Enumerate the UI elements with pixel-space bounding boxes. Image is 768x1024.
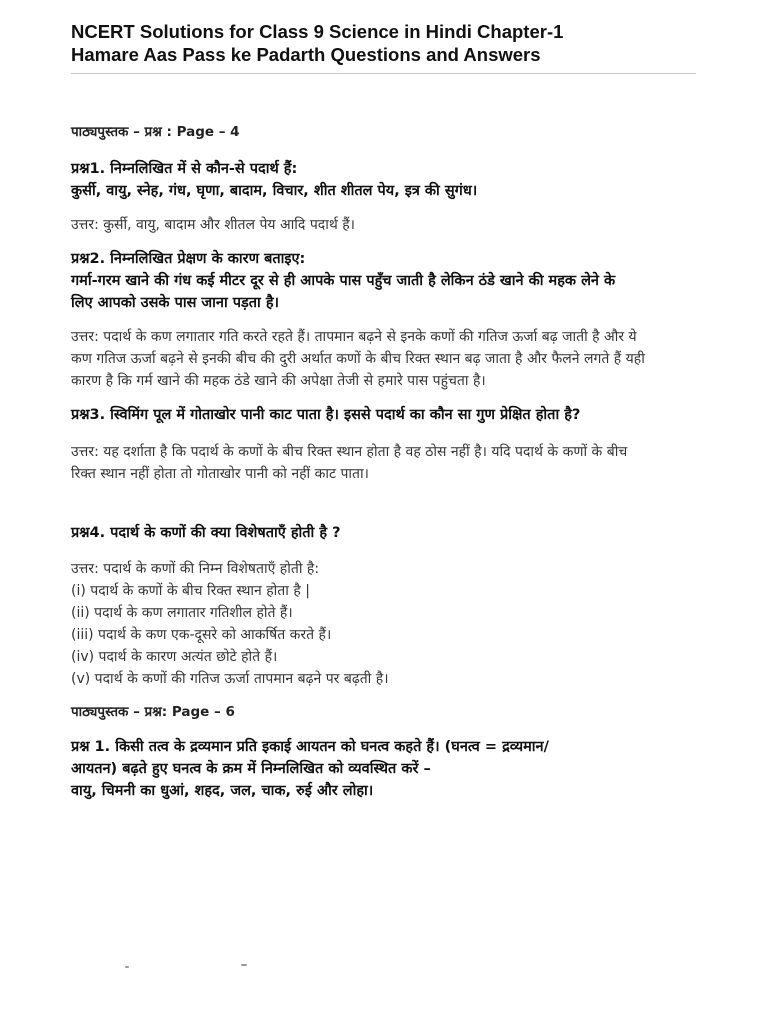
faint-marks xyxy=(125,962,255,970)
question-1 xyxy=(71,158,701,202)
section-1-heading: पाठ्यपुस्तक – प्रश्न : Page – 4 xyxy=(71,124,240,140)
document-title xyxy=(71,20,711,66)
answer-1: उत्तर: कुर्सी, वायु, बादाम और शीतल पेय आदि पदार्थ हैं। xyxy=(71,217,355,233)
answer-2 xyxy=(71,326,701,392)
answer-4-point: (iv) पदार्थ के कारण अत्यंत छोटे होते हैं। xyxy=(71,649,278,665)
answer-4-point: (iii) पदार्थ के कण एक-दूसरे को आकर्षित करते हैं। xyxy=(71,627,332,643)
answer-2-line-2: कण गतिज ऊर्जा बढ़ने से इनकी बीच की दुरी अर्थात कणों के बीच रिक्त स्थान बढ़ जाता है और फैलने लगते हैं यही xyxy=(71,351,645,367)
title-line-2: Hamare Aas Pass ke Padarth Questions and Answers xyxy=(71,44,541,65)
question-2-line-2: गर्मा-गरम खाने की गंध कई मीटर दूर से ही आपके पास पहुँच जाती है लेकिन ठंडे खाने की महक लेने के xyxy=(71,273,616,289)
section-2-heading: पाठ्यपुस्तक – प्रश्न: Page – 6 xyxy=(71,704,235,720)
faint-mark xyxy=(125,966,129,968)
answer-4-point: (ii) पदार्थ के कण लगातार गतिशील होते हैं। xyxy=(71,605,293,621)
answer-3-line-1: उत्तर: यह दर्शाता है कि पदार्थ के कणों के बीच रिक्त स्थान होता है वह ठोस नहीं है। यदि पदार्थ के कणों के बीच xyxy=(71,444,628,460)
answer-3-line-2: रिक्त स्थान नहीं होता तो गोताखोर पानी को नहीं काट पाता। xyxy=(71,466,369,482)
question-2 xyxy=(71,248,701,314)
answer-2-line-1: उत्तर: पदार्थ के कण लगातार गति करते रहते हैं। तापमान बढ़ने से इनके कणों की गतिज ऊर्जा बढ़ जाती है और ये xyxy=(71,329,637,345)
answer-2-line-3: कारण है कि गर्म खाने की महक ठंडे खाने की अपेक्षा तेजी से हमारे पास पहुंचता है। xyxy=(71,373,486,389)
answer-3 xyxy=(71,441,701,485)
question-1-line-2: कुर्सी, वायु, स्नेह, गंध, घृणा, बादाम, विचार, शीत शीतल पेय, इत्र की सुगंध। xyxy=(71,183,478,199)
question-1-line-1: प्रश्न1. निम्नलिखित में से कौन-से पदार्थ हैं: xyxy=(71,161,298,177)
title-line-1: NCERT Solutions for Class 9 Science in Hindi Chapter-1 xyxy=(71,21,564,42)
title-divider xyxy=(71,73,696,74)
answer-4-point: (v) पदार्थ के कणों की गतिज ऊर्जा तापमान बढ़ने पर बढ़ती है। xyxy=(71,671,389,687)
faint-mark xyxy=(241,964,247,966)
question-5 xyxy=(71,736,701,802)
question-5-line-1: प्रश्न 1. किसी तत्व के द्रव्यमान प्रति इकाई आयतन को घनत्व कहते हैं। (घनत्व = द्रव्यमान/ xyxy=(71,739,549,755)
question-3: प्रश्न3. स्विमिंग पूल में गोताखोर पानी काट पाता है। इससे पदार्थ का कौन सा गुण प्रेक्षित होता है? xyxy=(71,407,581,423)
answer-4-intro: उत्तर: पदार्थ के कणों की निम्न विशेषताएँ होती है: xyxy=(71,561,320,577)
answer-4 xyxy=(71,558,701,690)
question-5-line-3: वायु, चिमनी का धुआं, शहद, जल, चाक, रुई और लोहा। xyxy=(71,783,374,799)
question-2-line-1: प्रश्न2. निम्नलिखित प्रेक्षण के कारण बताइए: xyxy=(71,251,306,267)
answer-4-point: (i) पदार्थ के कणों के बीच रिक्त स्थान होता है | xyxy=(71,583,310,599)
question-4: प्रश्न4. पदार्थ के कणों की क्या विशेषताएँ होती है ? xyxy=(71,525,341,541)
question-5-line-2: आयतन) बढ़ते हुए घनत्व के क्रम में निम्नलिखित को व्यवस्थित करें – xyxy=(71,761,431,777)
question-2-line-3: लिए आपको उसके पास जाना पड़ता है। xyxy=(71,295,280,311)
